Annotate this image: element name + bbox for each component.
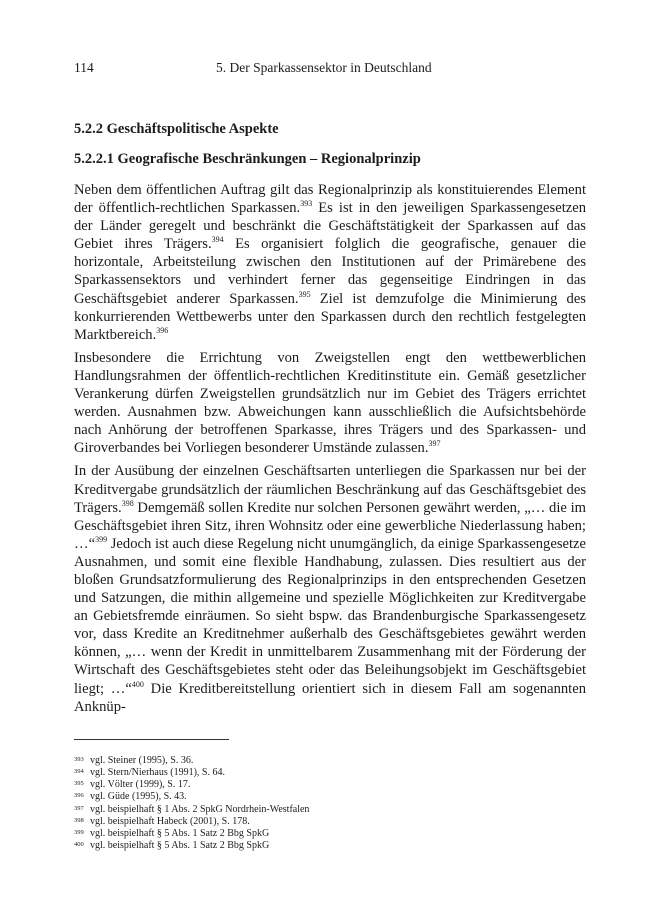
text-segment: Neben dem öffentlichen Auftrag gilt das Regionalprinzip als konstituierendes Element der öffentlich-rechtlichen Sparkassen.	[74, 182, 586, 217]
footnote-number: 395	[74, 780, 84, 788]
footnote-number: 400	[74, 841, 84, 849]
footnote-ref[interactable]: 396	[156, 325, 169, 335]
paragraph	[74, 181, 586, 344]
chapter-title: 5. Der Sparkassensektor in Deutschland	[216, 60, 432, 75]
footnote	[74, 816, 586, 828]
footnote-list	[74, 755, 586, 853]
footnote	[74, 840, 586, 852]
body-text	[74, 181, 586, 716]
footnote	[74, 804, 586, 816]
footnote-number: 397	[74, 804, 84, 812]
text-segment: Jedoch ist auch diese Regelung nicht unumgänglich, da einige Sparkassengesetze Ausnahmen, und somit eine flexible Handhabung, zulassen. Dies resultiert aus der bloßen Grundsatzformulierung des Regionalprinzips in den entsprechenden Gesetzen und Satzungen, die mithin allgemeine und spezielle Möglichkeiten zur Kreditvergabe an Gebietsfremde einräumen. So sieht bspw. das Brandenburgische Sparkassengesetz vor, dass Kredite an Kreditnehmer außerhalb des Geschäftsgebietes gewährt werden können, „… wenn der Kredit in unmittelbarem Zusammenhang mit der Förderung der Wirtschaft des Geschäftsgebietes steht oder das Beleihungsobjekt im Geschäftsgebiet liegt; …“	[74, 535, 586, 697]
footnote-text: vgl. beispielhaft § 5 Abs. 1 Satz 2 Bbg SpkG	[90, 827, 270, 839]
footnote-ref[interactable]: 394	[211, 235, 224, 245]
footnote-divider	[74, 739, 229, 740]
footnote-number: 398	[74, 816, 84, 824]
footnote-text: vgl. Völter (1999), S. 17.	[90, 779, 191, 791]
footnote	[74, 828, 586, 840]
footnote	[74, 779, 586, 791]
text-segment: In der Ausübung der einzelnen Geschäftsarten unterliegen die Sparkassen nur bei der Kreditvergabe grundsätzlich der räumlichen Beschränkung auf das Geschäftsgebiet des Trägers.	[74, 463, 586, 516]
footnote-number: 393	[74, 755, 84, 763]
footnote-ref[interactable]: 397	[428, 439, 441, 449]
text-segment: Es organisiert folglich die geografische, genauer die horizontale, Arbeitsteilung zwischen den Institutionen auf der Primärebene des Sparkassensektors und verhindert ferner das gegenseitige Eindringen in das Geschäftsgebiet anderer Sparkassen.	[74, 236, 586, 307]
subsection-heading: 5.2.2.1 Geografische Beschränkungen – Regionalprinzip	[74, 151, 421, 167]
page-number: 114	[74, 60, 94, 75]
footnote-number: 396	[74, 792, 84, 800]
footnote-text: vgl. Güde (1995), S. 43.	[90, 791, 187, 803]
footnote	[74, 791, 586, 803]
footnote	[74, 755, 586, 767]
section-heading: 5.2.2 Geschäftspolitische Aspekte	[74, 121, 279, 137]
footnote-text: vgl. beispielhaft Habeck (2001), S. 178.	[90, 815, 250, 827]
footnote-ref[interactable]: 395	[298, 289, 311, 299]
footnote-ref[interactable]: 398	[121, 498, 134, 508]
footnote-number: 399	[74, 828, 84, 836]
paragraph	[74, 349, 586, 458]
footnote-text: vgl. beispielhaft § 1 Abs. 2 SpkG Nordrhein-Westfalen	[90, 803, 310, 815]
footnote-ref[interactable]: 400	[131, 679, 144, 689]
footnote-text: vgl. Steiner (1995), S. 36.	[90, 754, 194, 766]
footnote-text: vgl. Stern/Nierhaus (1991), S. 64.	[90, 766, 225, 778]
footnote	[74, 767, 586, 779]
footnote-number: 394	[74, 767, 84, 775]
text-segment: Demgemäß sollen Kredite nur solchen Personen gewährt werden, „… die im Geschäftsgebiet ihren Sitz, ihren Wohnsitz oder eine gewerbliche Niederlassung haben; …“	[74, 499, 586, 552]
footnote-ref[interactable]: 393	[300, 199, 313, 209]
running-header	[74, 60, 586, 82]
text-segment: Ziel ist demzufolge die Minimierung des konkurrierenden Wettbewerbs unter den Sparkassen durch den rechtlich festgelegten Marktbereich.	[74, 290, 586, 343]
text-segment: Insbesondere die Errichtung von Zweigstellen engt den wettbewerblichen Handlungsrahmen der öffentlich-rechtlichen Kreditinstitute ein. Gemäß gesetzlicher Verankerung dürfen Zweigstellen grundsätzlich nur im Gebiet des Trägers errichtet werden. Ausnahmen bzw. Abweichungen kann ausschließlich die Aufsichtsbehörde nach Anhörung der betroffenen Sparkasse, ihres Trägers und des Sparkassen- und Giroverbandes bei Vorliegen besonderer Umstände zulassen.	[74, 349, 586, 457]
text-segment: Die Kreditbereitstellung orientiert sich in diesem Fall am sogenannten Anknüp-	[74, 680, 586, 715]
text-segment: Es ist in den jeweiligen Sparkassengesetzen der Länder geregelt und beschränkt die Geschäftstätigkeit der Sparkassen auf das Gebiet ihres Trägers.	[74, 200, 587, 253]
footnote-ref[interactable]: 399	[95, 534, 108, 544]
document-page	[74, 60, 586, 852]
footnote-text: vgl. beispielhaft § 5 Abs. 1 Satz 2 Bbg SpkG	[90, 840, 270, 852]
paragraph	[74, 462, 586, 715]
